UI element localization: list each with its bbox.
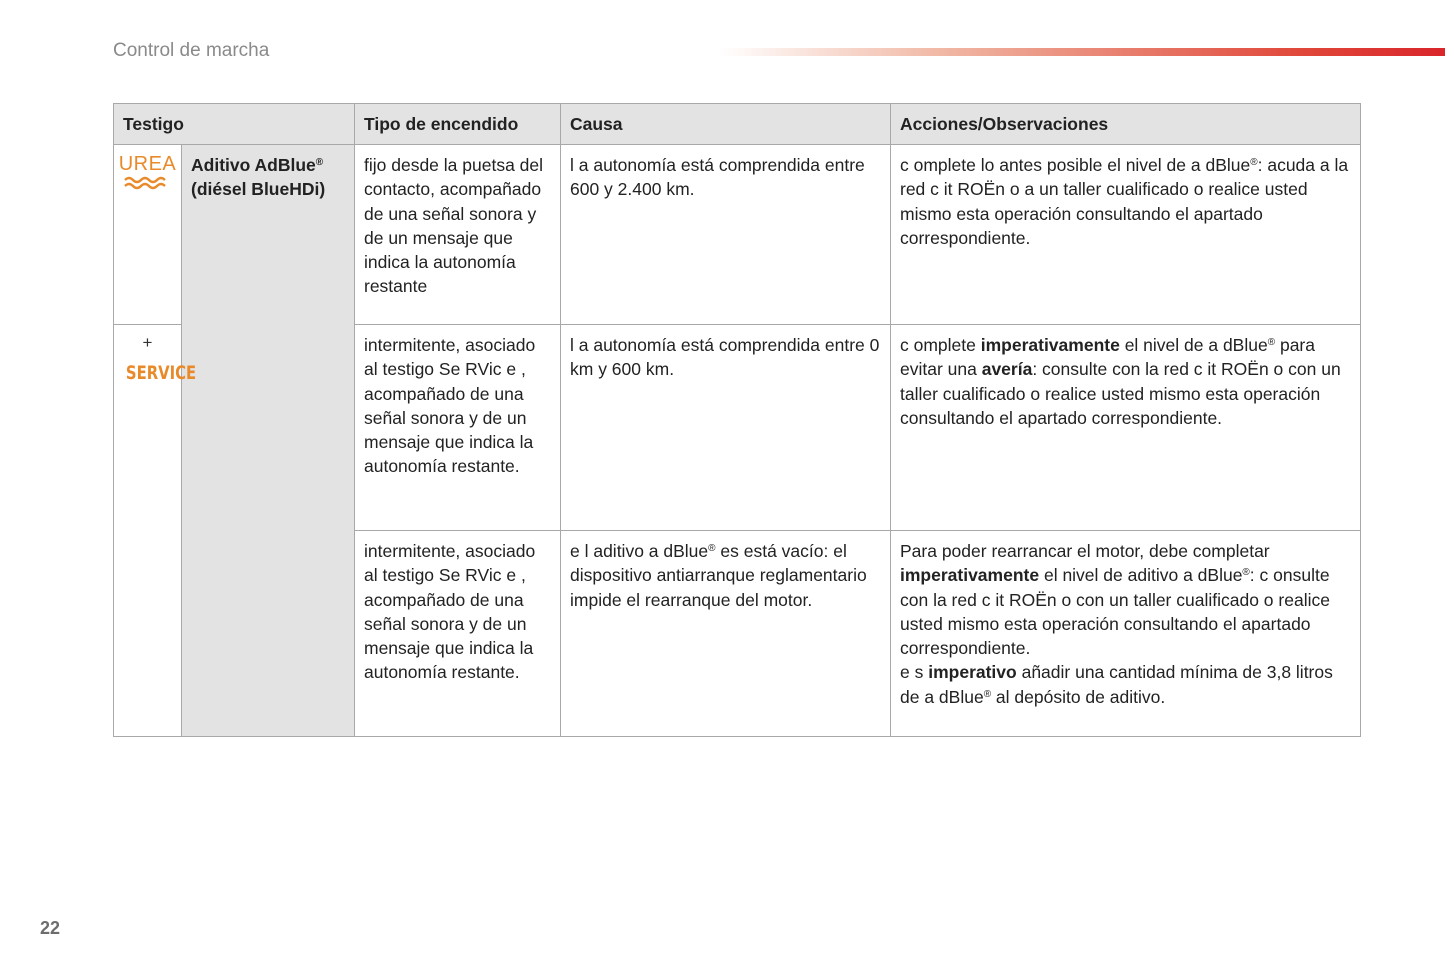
row3-acciones: Para poder rearrancar el motor, debe completar imperativamente el nivel de aditivo a dBlue®: c onsulte con la red c it ROËn o con un taller cualificado o realice usted mismo esta operación consultando el apartado correspondiente. e s imperativo añadir una cantidad mínima de 3,8 litros de a dBlue® al depósito de aditivo.: [891, 531, 1361, 737]
row2-causa: l a autonomía está comprendida entre 0 km y 600 km.: [561, 325, 891, 531]
urea-icon-cell: [114, 145, 182, 325]
indicator-name: Aditivo AdBlue® (diésel BlueHDi): [182, 145, 355, 737]
row3-tipo: intermitente, asociado al testigo Se RVic e , acompañado de una señal sonora y de un mensaje que indica la autonomía restante.: [355, 531, 561, 737]
urea-icon-label: UREA: [118, 153, 177, 175]
row2-tipo: intermitente, asociado al testigo Se RVic e , acompañado de una señal sonora y de un mensaje que indica la autonomía restante.: [355, 325, 561, 531]
table-header-row: [114, 104, 1361, 145]
service-icon-cell: [114, 325, 197, 737]
header-causa: Causa: [561, 104, 891, 145]
header-tipo: Tipo de encendido: [355, 104, 561, 145]
row1-acciones: c omplete lo antes posible el nivel de a dBlue®: acuda a la red c it ROËn o a un taller cualificado o realice usted mismo esta operación consultando el apartado correspondiente.: [891, 145, 1361, 325]
header-acciones: Acciones/Observaciones: [891, 104, 1361, 145]
header-testigo: Testigo: [114, 104, 355, 145]
row2-acciones: c omplete imperativamente el nivel de a dBlue® para evitar una avería: consulte con la red c it ROËn o con un taller cualificado o realice usted mismo esta operación consultando el apartado correspondiente.: [891, 325, 1361, 531]
row3-causa: e l aditivo a dBlue® es está vacío: el dispositivo antiarranque reglamentario impide el rearranque del motor.: [561, 531, 891, 737]
urea-icon: [123, 176, 173, 190]
row1-tipo: fijo desde la puetsa del contacto, acompañado de una señal sonora y de un mensaje que indica la autonomía restante: [355, 145, 561, 325]
row1-causa: l a autonomía está comprendida entre 600 y 2.400 km.: [561, 145, 891, 325]
plus-symbol: +: [142, 333, 153, 352]
page-number: 22: [40, 918, 61, 938]
service-icon: SERVICE: [125, 362, 197, 384]
table-row: [114, 145, 1361, 325]
section-title: Control de marcha: [113, 40, 270, 61]
header-accent-bar: [720, 48, 1445, 56]
warning-lights-table: [113, 103, 1361, 737]
